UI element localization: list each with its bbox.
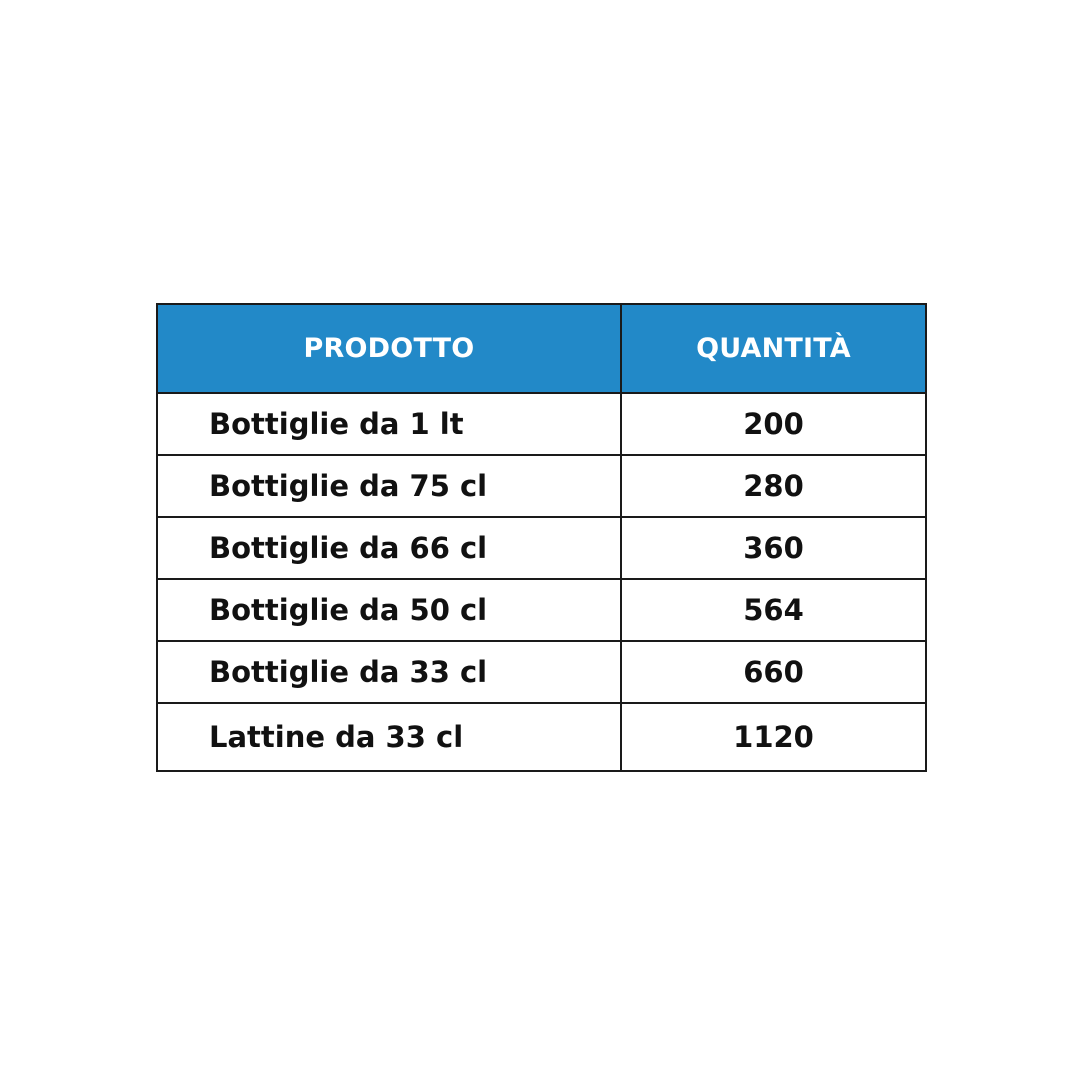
cell-quantity: 360 [621, 517, 926, 579]
header-product: PRODOTTO [157, 304, 621, 393]
header-row [157, 304, 926, 393]
cell-product: Bottiglie da 33 cl [157, 641, 621, 703]
cell-product: Bottiglie da 75 cl [157, 455, 621, 517]
header-quantity: QUANTITÀ [621, 304, 926, 393]
table-row [157, 703, 926, 771]
cell-product: Bottiglie da 1 lt [157, 393, 621, 455]
table-row [157, 517, 926, 579]
table-body [157, 393, 926, 771]
cell-quantity: 660 [621, 641, 926, 703]
table-row [157, 455, 926, 517]
table-row [157, 641, 926, 703]
product-quantity-table [156, 303, 927, 772]
cell-product: Lattine da 33 cl [157, 703, 621, 771]
product-quantity-table-container [156, 303, 925, 772]
table-row [157, 393, 926, 455]
cell-product: Bottiglie da 66 cl [157, 517, 621, 579]
cell-product: Bottiglie da 50 cl [157, 579, 621, 641]
table-row [157, 579, 926, 641]
cell-quantity: 1120 [621, 703, 926, 771]
cell-quantity: 564 [621, 579, 926, 641]
cell-quantity: 200 [621, 393, 926, 455]
table-header [157, 304, 926, 393]
cell-quantity: 280 [621, 455, 926, 517]
